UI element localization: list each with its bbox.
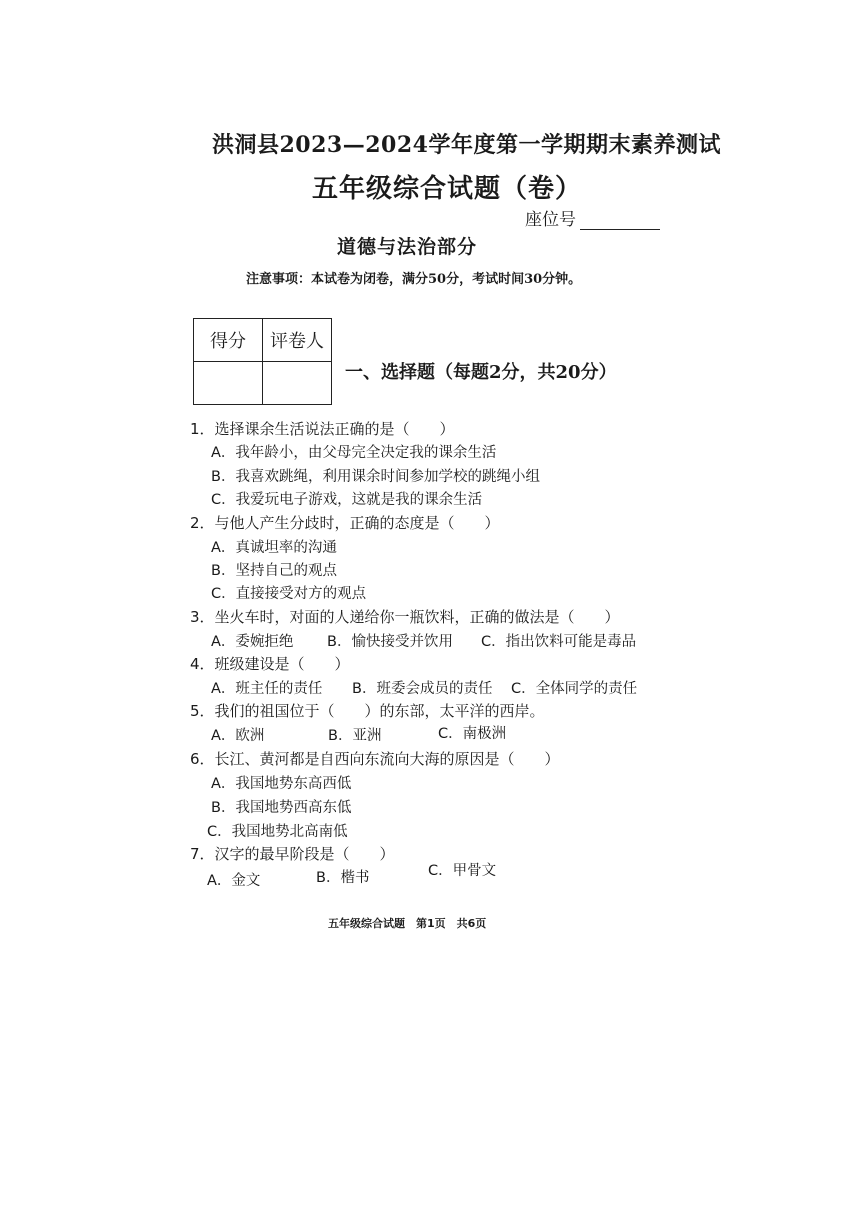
question-stem: 2．与他人产生分歧时，正确的态度是（ ） [190, 514, 500, 532]
part-heading: 一、选择题（每题2分，共20分） [345, 362, 617, 383]
grader-header: 评卷人 [263, 319, 332, 362]
question-option[interactable]: A．我年龄小，由父母完全决定我的课余生活 [211, 445, 497, 461]
question-option[interactable]: B．亚洲 [328, 728, 382, 744]
question-option[interactable]: B．楷书 [316, 870, 370, 886]
score-cell[interactable] [194, 362, 263, 405]
question-option[interactable]: C．直接接受对方的观点 [211, 586, 367, 602]
question-option[interactable]: C．甲骨文 [428, 863, 497, 879]
question-option[interactable]: B．我国地势西高东低 [211, 800, 352, 816]
seat-number-label: 座位号 [525, 210, 576, 230]
question-option[interactable]: C．我国地势北高南低 [207, 824, 348, 840]
score-header: 得分 [194, 319, 263, 362]
question-option[interactable]: B．班委会成员的责任 [352, 681, 493, 697]
question-option[interactable]: B．我喜欢跳绳，利用课余时间参加学校的跳绳小组 [211, 469, 540, 485]
grader-cell[interactable] [263, 362, 332, 405]
question-option[interactable]: A．我国地势东高西低 [211, 776, 352, 792]
question-option[interactable]: A．欧洲 [211, 728, 265, 744]
question-stem: 7．汉字的最早阶段是（ ） [190, 845, 395, 863]
question-option[interactable]: B．愉快接受并饮用 [327, 634, 453, 650]
question-option[interactable]: C．南极洲 [438, 726, 507, 742]
seat-number-field [525, 205, 660, 230]
question-stem: 3．坐火车时，对面的人递给你一瓶饮料，正确的做法是（ ） [190, 608, 620, 626]
question-option[interactable]: A．委婉拒绝 [211, 634, 294, 650]
question-option[interactable]: C．指出饮料可能是毒品 [481, 634, 637, 650]
question-option[interactable]: B．坚持自己的观点 [211, 563, 337, 579]
question-stem: 4．班级建设是（ ） [190, 655, 350, 673]
score-table [193, 318, 332, 405]
question-option[interactable]: A．班主任的责任 [211, 681, 323, 697]
question-stem: 5．我们的祖国位于（ ）的东部，太平洋的西岸。 [190, 702, 545, 720]
question-option[interactable]: A．金文 [207, 873, 261, 889]
question-option[interactable]: C．我爱玩电子游戏，这就是我的课余生活 [211, 492, 483, 508]
question-option[interactable]: A．真诚坦率的沟通 [211, 540, 337, 556]
exam-notice: 注意事项：本试卷为闭卷，满分50分，考试时间30分钟。 [246, 272, 582, 287]
page-footer: 五年级综合试题 第1页 共6页 [328, 917, 487, 930]
exam-subtitle: 五年级综合试题（卷） [312, 174, 583, 204]
seat-number-blank[interactable] [580, 215, 660, 230]
section-title: 道德与法治部分 [337, 236, 478, 258]
question-option[interactable]: C．全体同学的责任 [511, 681, 638, 697]
exam-title: 洪洞县2023—2024学年度第一学期期末素养测试 [212, 132, 721, 158]
question-stem: 6．长江、黄河都是自西向东流向大海的原因是（ ） [190, 750, 560, 768]
question-stem: 1．选择课余生活说法正确的是（ ） [190, 420, 455, 438]
